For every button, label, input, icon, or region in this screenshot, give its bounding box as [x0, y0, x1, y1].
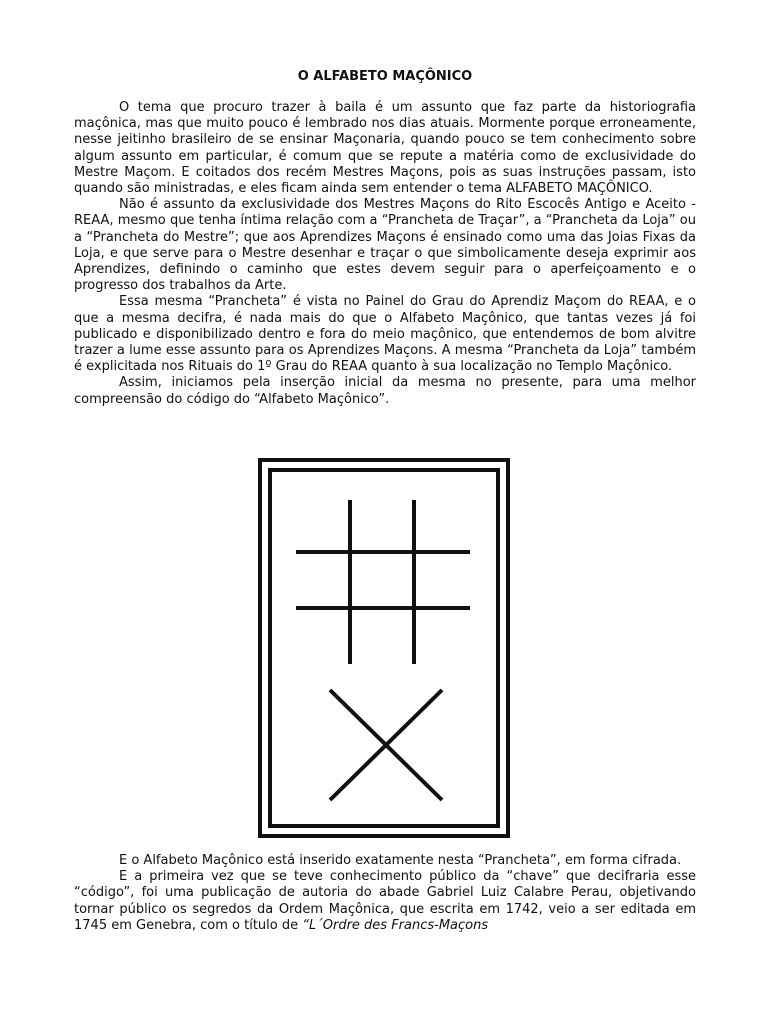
document-title: O ALFABETO MAÇÔNICO: [297, 69, 473, 84]
paragraph-2: Não é assunto da exclusividade dos Mestres Maçons do Rito Escocês Antigo e Aceito - REAA, mesmo que tenha íntima relação com a “Prancheta de Traçar”, a “Prancheta da Loja” ou a “Prancheta do Mestre”; que aos Aprendizes Maçons é ensinado como uma das Joias Fixas da Loja, e que serve para o Mestre desenhar e traçar o que simbolicamente deseja exprimir aos Aprendizes, definindo o caminho que estes devem seguir para o aperfeiçoamento e o progresso dos trabalhos da Arte.: [74, 197, 696, 294]
paragraph-6-text: E a primeira vez que se teve conhecimento público da “chave” que decifraria esse “código”, foi uma publicação de autoria do abade Gabriel Luiz Calabre Perau, objetivando tornar público os segredos da Ordem Maçônica, que escrita em 1742, veio a ser editada em 1745 em Genebra, com o título de: [74, 869, 696, 933]
paragraph-3: Essa mesma “Prancheta” é vista no Painel do Grau do Aprendiz Maçom do REAA, e o que a mesma decifra, é nada mais do que o Alfabeto Maçônico, que tantas vezes já foi publicado e disponibilizado dentro e fora do meio maçônico, que entendemos de bom alvitre trazer a lume esse assunto para os Aprendizes Maçons. A mesma “Prancheta da Loja” também é explicitada nos Rituais do 1º Grau do REAA quanto à sua localização no Templo Maçônico.: [74, 294, 696, 375]
document-continuation: [74, 853, 696, 934]
book-title-italic: “L´Ordre des Francs-Maçons: [302, 917, 489, 933]
paragraph-1: O tema que procuro trazer à baila é um assunto que faz parte da historiografia maçônica, mas que muito pouco é lembrado nos dias atuais. Mormente porque erroneamente, nesse jeitinho brasileiro de se ensinar Maçonaria, quando pouco se tem conhecimento sobre algum assunto em particular, é comum que se repute a matéria como de exclusividade do Mestre Maçom. E coitados dos recém Mestres Maçons, pois as suas instruções passam, isto quando são ministradas, e eles ficam ainda sem entender o tema ALFABETO MAÇÔNICO.: [74, 100, 696, 197]
tic-tac-toe-grid: [296, 500, 470, 664]
document-body: [74, 68, 696, 408]
paragraph-4: Assim, iniciamos pela inserção inicial da mesma no presente, para uma melhor compreensão do código do “Alfabeto Maçônico”.: [74, 375, 696, 407]
paragraph-6: [74, 869, 696, 934]
outer-frame: [260, 460, 508, 836]
x-cross: [330, 690, 442, 800]
paragraph-5: E o Alfabeto Maçônico está inserido exatamente nesta “Prancheta”, em forma cifrada.: [119, 853, 682, 868]
inner-frame: [270, 470, 498, 826]
prancheta-figure: [258, 458, 510, 838]
prancheta-svg: [258, 458, 510, 838]
